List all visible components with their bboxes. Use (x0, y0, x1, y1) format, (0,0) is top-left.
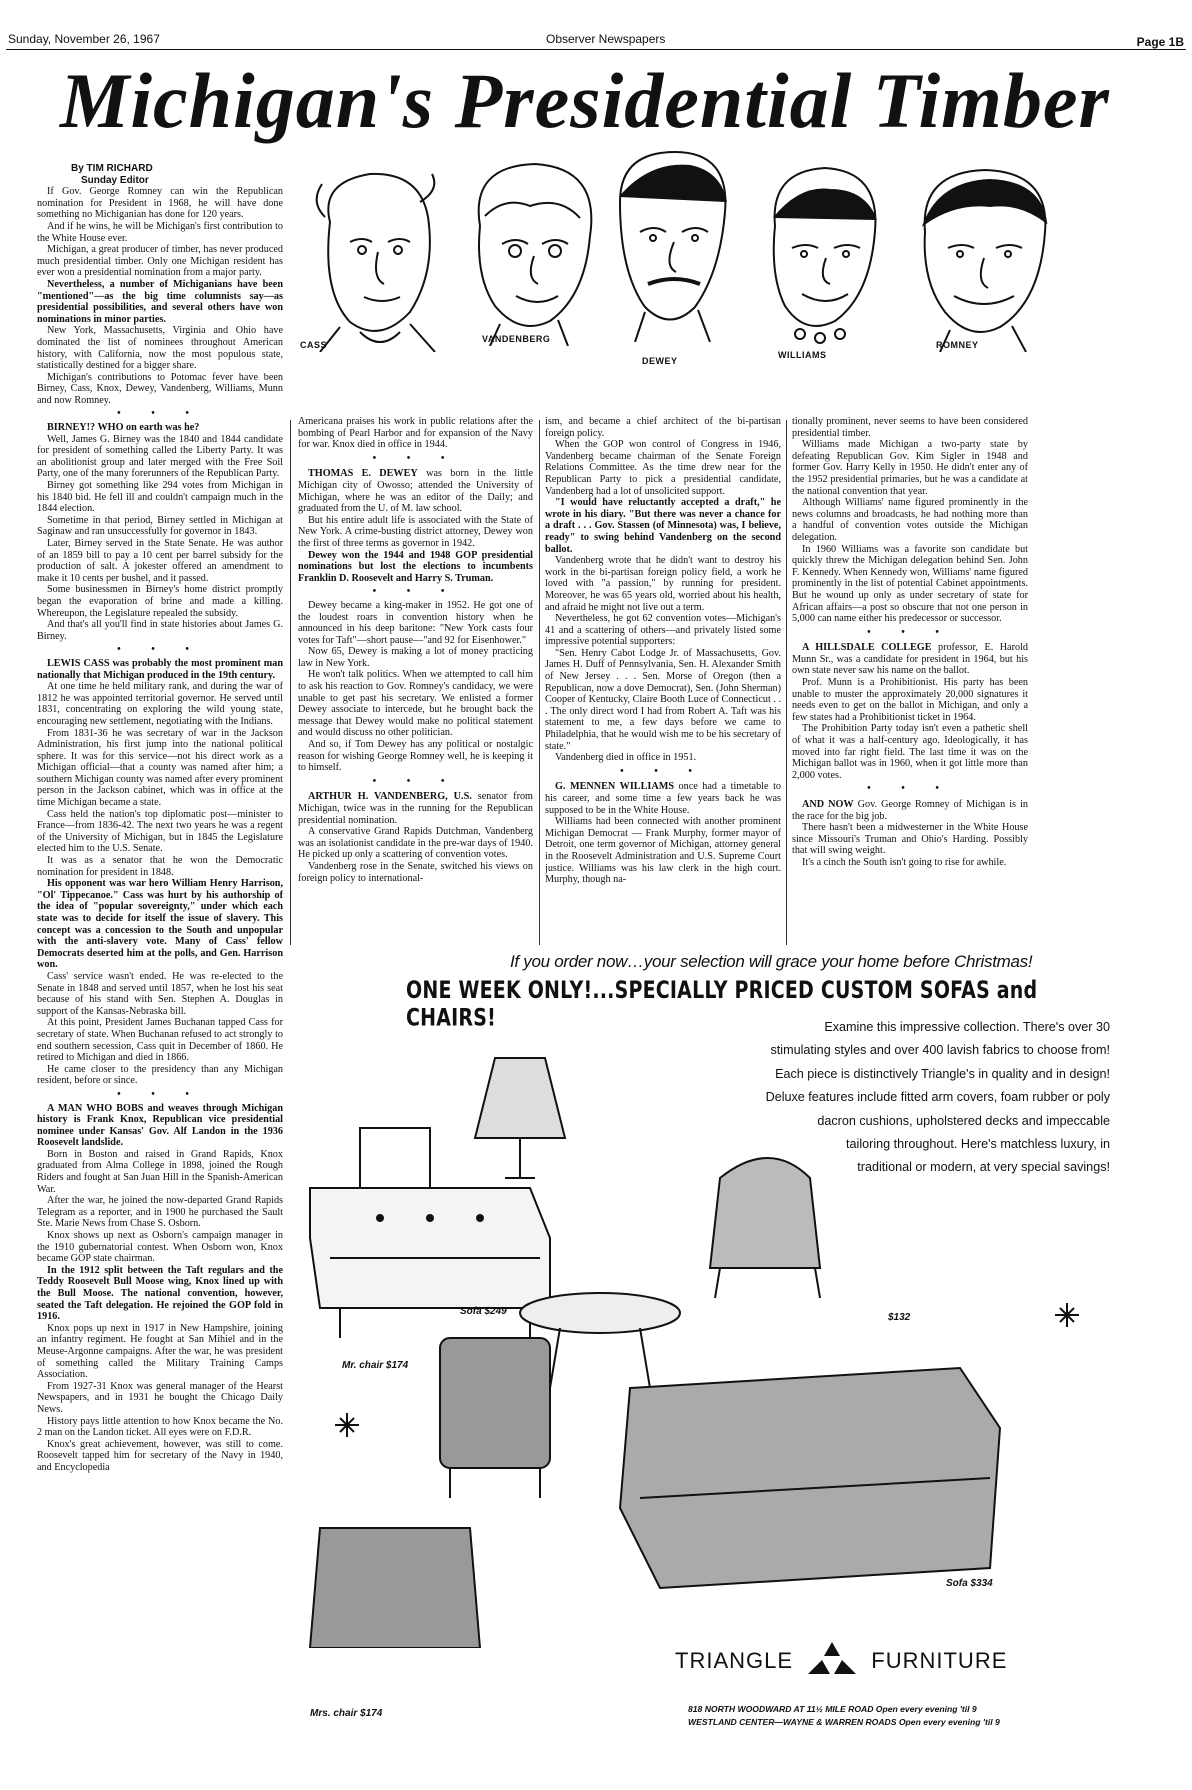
article-paragraph: Dewey won the 1944 and 1948 GOP presidential nominations but lost the elections to incumbents Franklin D. Roosevelt and Harry S. Truman. (298, 549, 533, 584)
article-paragraph: Some businessmen in Birney's home district promptly began the evaporation of brine and made a killing. Whereupon, the Legislature repealed the subsidy. (37, 584, 283, 619)
column-rule (786, 420, 787, 945)
ad-desc-line: dacron cushions, upholstered decks and impeccable (817, 1113, 1110, 1128)
article-paragraph: tionally prominent, never seems to have been considered presidential timber. (792, 416, 1028, 439)
ad-desc-line: Examine this impressive collection. There's over 30 (824, 1020, 1110, 1034)
article-paragraph: History pays little attention to how Knox became the No. 2 man on the Landon ticket. All eyes were on F.D.R. (37, 1415, 283, 1439)
ad-desc-line: traditional or modern, at very special savings! (857, 1160, 1110, 1175)
article-paragraph: Now 65, Dewey is making a lot of money practicing law in New York. (298, 646, 533, 669)
article-paragraph: He won't talk politics. When we attempted to call him to ask his reaction to Gov. Romney's candidacy, we were unable to get past his secretary. We enlisted a former Dewey associate to intercede, but he brought back the message that Dewey would make no political statement and would discuss no other politician. (298, 669, 533, 739)
article-paragraph: Dewey became a king-maker in 1952. He got one of the loudest roars in convention history when he announced in his deep baritone: "New York casts four votes for Taft"—short pause—"and 92 for Eisenhower." (298, 599, 533, 646)
column-rule (290, 420, 291, 945)
article-paragraph: THOMAS E. DEWEY was born in the little Michigan city of Owosso; attended the University of Michigan, where he was an editor of the Daily; and graduated from the U. of M. law school. (298, 468, 533, 515)
furniture-illustration (300, 1008, 1120, 1648)
vandenberg-caricature (450, 156, 610, 346)
article-paragraph: Later, Birney served in the State Senate. He was author of an 1859 bill to pay a 10 cent per barrel subsidy for the production of salt. A jokester offered an amendment to make it 10 cents per bushel, and it passed. (37, 538, 283, 584)
article-paragraph: It's a cinch the South isn't going to rise for awhile. (802, 856, 1007, 868)
article-column-3 (545, 416, 781, 944)
cass-caricature (300, 162, 450, 352)
ad-banner: ONE WEEK ONLY!...SPECIALLY PRICED CUSTOM SOFAS and CHAIRS! (406, 976, 1038, 1032)
brand-left: TRIANGLE (675, 1648, 794, 1673)
article-paragraph: Nevertheless, he got 62 convention votes—Michigan's 41 and a scattering of others—and privately listed some impressive potential supporters: (545, 613, 781, 648)
ad-tagline: If you order now…your selection will grace your home before Christmas! (510, 952, 1033, 971)
newspaper-name: Observer Newspapers (546, 32, 666, 46)
article-paragraph: But his entire adult life is associated with the State of New York. A crime-busting district attorney, Dewey won the first of three terms as governor in 1942. (298, 514, 533, 549)
store-addresses (688, 1703, 1000, 1729)
article-paragraph: Sunday Editor (81, 174, 149, 186)
article-paragraph: Birney got something like 294 votes from Michigan in his 1840 bid. He fell ill and couldn't campaign much in the 1844 election. (37, 480, 283, 515)
article-paragraph: Sometime in that period, Birney settled in Michigan at Saginaw and ran unsuccessfully for governor in 1843. (37, 514, 283, 538)
article-paragraph: By TIM RICHARD (71, 163, 153, 174)
article-paragraph: Well, James G. Birney was the 1840 and 1844 candidate for president of something called the Liberty Party. It was an abolitionist group and later merged with the Free Soil Party, one of the many forerunners of the Republican Party. (37, 433, 283, 480)
williams-label: WILLIAMS (778, 350, 827, 360)
article-paragraph: After the war, he joined the now-departed Grand Rapids Telegram as a reporter, and in 1900 he purchased the Sault Ste. Marie News from Chase S. Osborn. (37, 1195, 283, 1230)
lead-in: AND NOW (802, 799, 854, 810)
price-mr-chair-174: Mr. chair $174 (342, 1360, 409, 1371)
article-paragraph: If Gov. George Romney can win the Republican nomination for President in 1968, he will have done something no Michiganian has done for 120 years. (37, 186, 283, 221)
article-paragraph: Cass' service wasn't ended. He was re-elected to the Senate in 1848 and served until 1857, when he lost his seat because of his stand with Sen. Stephen A. Douglas in support of the Kansas-Nebraska bill. (37, 970, 283, 1017)
article-paragraph: Knox pops up next in 1917 in New Hampshire, joining an infantry regiment. He fought at San Mihiel and in the Meuse-Argonne campaigns. After the war, he was president of something called the Military Training Camps Association. (37, 1322, 283, 1381)
romney-caricature (900, 162, 1070, 352)
article-paragraph: Williams made Michigan a two-party state by defeating Republican Gov. Kim Sigler in 1948 and former Gov. Harry Kelly in 1950. He didn't enter any of the 1952 presidential primaries, but he was a candidate at the national convention that year. (792, 439, 1028, 497)
ad-desc-line: Deluxe features include fitted arm covers, foam rubber or poly (765, 1090, 1110, 1105)
article-paragraph: There hasn't been a midwesterner in the White House since Missouri's Truman and Ohio's Harding. Possibly that will swing weight. (792, 822, 1028, 857)
article-paragraph: Michigan, a great producer of timber, has never produced much presidential timber. Only one Michigan resident has ever won a presidential nomination from a major party. (37, 244, 283, 279)
article-paragraph: ism, and became a chief architect of the bi-partisan foreign policy. (545, 416, 781, 439)
section-divider: • • • (867, 626, 953, 638)
article-paragraph: When the GOP won control of Congress in 1946, Vandenberg became chairman of the Senate Foreign Relations Committee. As the time drew near for the Republican Party to pick a presidential candidate, Vandenberg had a lot of unsolicited support. (545, 439, 781, 497)
article-paragraph: LEWIS CASS was probably the most prominent man nationally that Michigan produced in the 19th century. (37, 657, 283, 681)
article-paragraph: Americana praises his work in public relations after the bombing of Pearl Harbor and for expansion of the Navy for war. Knox died in office in 1944. (298, 416, 533, 451)
triangle-logo-icon (806, 1640, 858, 1676)
furniture-advertisement (300, 948, 1120, 1786)
article-paragraph: In 1960 Williams was a favorite son candidate but quickly threw the Michigan delegation behind Sen. John F. Kennedy. When Kennedy won, Williams' name figured prominently in the list of potential Cabinet appointments. But he wound up only as under secretary of state for African affairs—a post so obscure that not one person in 5,000 can name either his predecessor or successor. (792, 543, 1028, 625)
article-paragraph: He came closer to the presidency than any Michigan resident, before or since. (37, 1063, 283, 1087)
brand-name (675, 1640, 1007, 1676)
section-divider: • • • (117, 408, 203, 420)
dewey-label: DEWEY (642, 356, 678, 366)
article-paragraph: And if he wins, he will be Michigan's first contribution to the White House ever. (37, 220, 283, 244)
column-rule (539, 420, 540, 945)
ad-desc-line: stimulating styles and over 400 lavish fabrics to choose from! (770, 1043, 1110, 1058)
article-paragraph: Nevertheless, a number of Michiganians have been "mentioned"—as the big time columnists say—as presidential possibilities, and several others have won nominations in minor parties. (37, 278, 283, 325)
article-paragraph: Williams had been connected with another prominent Michigan Democrat — Frank Murphy, former mayor of Detroit, one term governor of Michigan, attorney general in the Roosevelt Administration and U.S. Supreme Court justice. Williams was his law clerk in the high court. Murphy, though na- (545, 816, 781, 886)
dewey-caricature (590, 142, 750, 342)
article-paragraph: New York, Massachusetts, Virginia and Ohio have dominated the list of nominees throughout American history, with California, now the most populous state, statistically destined for a bigger share. (37, 325, 283, 372)
article-paragraph: Although Williams' name figured prominently in the news columns and broadcasts, he had nothing more than a handful of convention votes outside the Michigan delegation. (792, 497, 1028, 543)
article-paragraph: At one time he held military rank, and during the war of 1812 he was appointed territorial governor. He served until 1831, concentrating on exploring the wild young state, encouraging new settlement, negotiating with the Indians. (37, 681, 283, 727)
article-paragraph: Born in Boston and raised in Grand Rapids, Knox graduated from Alma College in 1898, joined the Rough Riders and fought at San Juan Hill in the Spanish-American War. (37, 1148, 283, 1195)
article-paragraph: ARTHUR H. VANDENBERG, U.S. senator from Michigan, twice was in the running for the Republican presidential nomination. (298, 791, 533, 826)
lead-in: G. MENNEN WILLIAMS (555, 781, 674, 793)
williams-caricature (740, 156, 900, 346)
romney-label: ROMNEY (936, 340, 979, 350)
article-paragraph: At this point, President James Buchanan tapped Cass for secretary of state. When Buchanan refused to act strongly to end southern secession, Cass quit in December of 1860. He retired to Michigan and died in 1866. (37, 1017, 283, 1064)
lead-in: THOMAS E. DEWEY (308, 468, 418, 480)
page-number: Page 1B (1136, 35, 1184, 49)
headline: Michigan's Presidential Timber (60, 57, 1110, 144)
section-divider: • • • (372, 586, 459, 598)
price-sofa-249: Sofa $249 (460, 1306, 507, 1317)
article-paragraph: A conservative Grand Rapids Dutchman, Vandenberg was an isolationist candidate in the pre-war days of 1940. He picked up only a scattering of convention votes. (298, 826, 533, 861)
section-divider: • • • (867, 783, 953, 795)
price-chair-132: $132 (888, 1312, 911, 1323)
article-paragraph: G. MENNEN WILLIAMS once had a timetable to his career, and some time a few years back he was supposed to be in the White House. (545, 781, 781, 816)
article-paragraph: In the 1912 split between the Taft regulars and the Teddy Roosevelt Bull Moose wing, Knox lined up with the Bull Moose. The national convention, however, seated the Taft delegation. He rejoined the GOP fold in 1916. (37, 1264, 283, 1323)
article-column-1 (37, 163, 283, 1775)
article-paragraph: Knox's great achievement, however, was still to come. Roosevelt tapped him for secretary of the Navy in 1940, and Encyclopedia (37, 1438, 283, 1473)
article-paragraph: And so, if Tom Dewey has any political or nostalgic reason for wishing George Romney well, he is keeping it to himself. (298, 739, 533, 774)
section-divider: • • • (117, 1088, 203, 1100)
article-paragraph: From 1831-36 he was secretary of war in the Jackson Administration, his first jump into the national political sphere. It was for this service—not his direct work as a Michigan official—that a county was named after him; a southern Michigan county was named after every prominent person in the Jackson cabinet, which was in office at the time Michigan became a state. (37, 727, 283, 809)
vandenberg-label: VANDENBERG (482, 334, 551, 344)
section-divider: • • • (372, 775, 459, 787)
article-paragraph: The Prohibition Party today isn't even a pathetic shell of what it was a half-century ago. Ideologically, it has moved into far right field. The last time it was on the Michigan ballot was in 1960, when it got little more than 2,000 votes. (792, 723, 1028, 781)
article-paragraph: Cass held the nation's top diplomatic post—minister to France—from 1836-42. The next two years he was a regent of the University of Michigan, but in 1845 the Legislature elected him to the U.S. Senate. (37, 808, 283, 855)
ad-desc-line: Each piece is distinctively Triangle's in quality and in design! (775, 1066, 1110, 1081)
article-paragraph: Michigan's contributions to Potomac fever have been Birney, Cass, Knox, Dewey, Vandenberg, Williams, Munn and now Romney. (37, 371, 283, 406)
article-paragraph: Vandenberg died in office in 1951. (555, 752, 697, 764)
issue-date: Sunday, November 26, 1967 (8, 32, 160, 46)
article-paragraph: "I would have reluctantly accepted a draft," he wrote in his diary. "But there was never a chance for a draft . . . Gov. Stassen (of Minnesota) was, I believe, ready" to swing behind Vandenberg on the second ballot. (545, 497, 781, 555)
ad-desc-line: tailoring throughout. Here's matchless luxury, in (846, 1137, 1110, 1152)
article-paragraph: "Sen. Henry Cabot Lodge Jr. of Massachusetts, Gov. James H. Duff of Pennsylvania, Sen. H. Alexander Smith of New Jersey . . . Sen. Morse of Oregon (then a Republican, now a dove Democrat), Sen. (John Sherman) Cooper of Kentucky, Claire Booth Luce of Connecticut . . . The only direct word I had from Robert A. Taft was his statement to me, a few days before we came to Philadelphia, that he would wish me to be his secretary of state." (545, 647, 781, 752)
article-paragraph: Vandenberg wrote that he didn't want to destroy his work in the bi-partisan foreign policy field, a work he loved with "a passion," by running for president. Moreover, he was 65 years old, worried about his health, and afraid he might not live out a term. (545, 555, 781, 613)
article-paragraph: From 1927-31 Knox was general manager of the Hearst Newspapers, and in 1931 he bought the Chicago Daily News. (37, 1380, 283, 1415)
article-paragraph: A MAN WHO BOBS and weaves through Michigan history is Frank Knox, Republican vice presidential nominee under Kansas' Gov. Alf Landon in the 1936 Roosevelt landslide. (37, 1102, 283, 1149)
article-column-4 (792, 416, 1028, 944)
article-paragraph: Knox shows up next as Osborn's campaign manager in the 1910 gubernatorial contest. When Osborn won, Knox became GOP state chairman. (37, 1230, 283, 1265)
article-paragraph: His opponent was war hero William Henry Harrison, "Ol' Tippecanoe." Cass was hurt by his authorship of the idea of "popular sovereignty," under which each state was to decide for itself the issue of slavery. This concept was a concession to the South and unpopular with the anti-slavery vote. Many of Cass' fellow Democrats deserted him at the polls, and Gen. Harrison won. (37, 878, 283, 971)
article-paragraph: Vandenberg rose in the Senate, switched his views on foreign policy to international- (298, 860, 533, 884)
section-divider: • • • (372, 452, 459, 464)
section-divider: • • • (620, 765, 706, 777)
article-paragraph: Prof. Munn is a Prohibitionist. His party has been unable to muster the approximately 20,000 signatures it needs even to get on the ballot in Michigan, and only a few states had a Prohibitionist ticket in 1964. (792, 677, 1028, 723)
caricature-portraits (300, 156, 1120, 416)
brand-right: FURNITURE (871, 1648, 1008, 1673)
page-header (6, 28, 1186, 50)
article-paragraph: A HILLSDALE COLLEGE professor, E. Harold Munn Sr., was a candidate for president in 1964, but his own state never saw his name on the ballot. (792, 642, 1028, 677)
article-column-2 (298, 416, 533, 944)
article-paragraph: BIRNEY!? WHO on earth was he? (47, 422, 200, 434)
lead-in: A HILLSDALE COLLEGE (802, 642, 932, 654)
section-divider: • • • (117, 644, 203, 656)
article-paragraph: AND NOW Gov. George Romney of Michigan is in the race for the big job. (792, 799, 1028, 822)
price-mrs-chair-174: Mrs. chair $174 (310, 1708, 383, 1719)
article-paragraph: It was as a senator that he won the Democratic nomination for president in 1848. (37, 855, 283, 878)
address-westland: WESTLAND CENTER—WAYNE & WARREN ROADS Open every evening 'til 9 (688, 1717, 1000, 1727)
address-woodward: 818 NORTH WOODWARD AT 11½ MILE ROAD Open every evening 'til 9 (688, 1704, 977, 1714)
price-sofa-334: Sofa $334 (946, 1578, 993, 1589)
lead-in: ARTHUR H. VANDENBERG, U.S. (308, 791, 472, 803)
article-paragraph: And that's all you'll find in state histories about James G. Birney. (37, 619, 283, 642)
cass-label: CASS (300, 340, 328, 350)
